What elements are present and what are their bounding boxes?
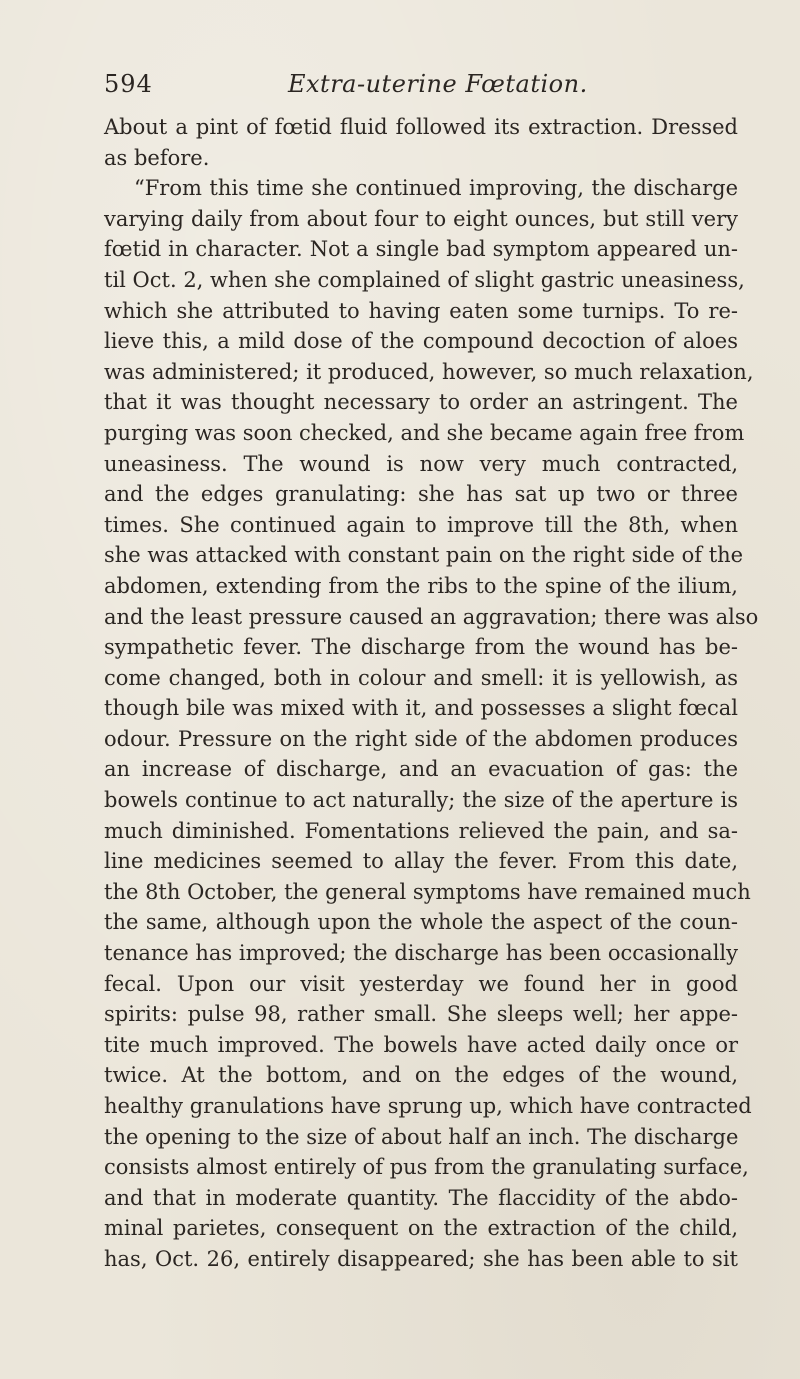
text-line: and the least pressure caused an aggravation; there was also bbox=[104, 604, 759, 629]
text-line: the same, although upon the whole the aspect of the coun- bbox=[104, 910, 738, 935]
text-line: line medicines seemed to allay the fever. From this date, bbox=[104, 849, 738, 874]
text-line: purging was soon checked, and she became again free from bbox=[104, 420, 745, 445]
text-line: odour. Pressure on the right side of the abdomen produces bbox=[104, 726, 738, 751]
text-line: much diminished. Fomentations relieved the pain, and sa- bbox=[104, 818, 738, 843]
body-text bbox=[104, 112, 759, 1275]
running-title: Extra-uterine Fœtation. bbox=[288, 70, 588, 98]
text-line: abdomen, extending from the ribs to the spine of the ilium, bbox=[104, 573, 738, 598]
text-line: an increase of discharge, and an evacuation of gas: the bbox=[104, 757, 738, 782]
text-line: has, Oct. 26, entirely disappeared; she has been able to sit bbox=[104, 1246, 738, 1271]
text-line: uneasiness. The wound is now very much contracted, bbox=[104, 451, 738, 476]
text-line: though bile was mixed with it, and possesses a slight fœcal bbox=[104, 696, 738, 721]
text-line: as before. bbox=[104, 145, 210, 170]
text-line: twice. At the bottom, and on the edges of the wound, bbox=[104, 1063, 738, 1088]
text-line: the opening to the size of about half an inch. The discharge bbox=[104, 1124, 739, 1149]
text-line: “From this time she continued improving, the discharge bbox=[134, 176, 738, 201]
text-line: and that in moderate quantity. The flaccidity of the abdo- bbox=[104, 1185, 738, 1210]
text-line: til Oct. 2, when she complained of slight gastric uneasiness, bbox=[104, 267, 745, 292]
text-line: About a pint of fœtid fluid followed its extraction. Dressed bbox=[104, 115, 738, 139]
text-line: minal parietes, consequent on the extraction of the child, bbox=[104, 1216, 738, 1241]
text-line: tenance has improved; the discharge has been occasionally bbox=[104, 941, 738, 966]
text-line: and the edges granulating: she has sat up two or three bbox=[104, 482, 738, 507]
text-line: tite much improved. The bowels have acted daily once or bbox=[104, 1032, 738, 1057]
text-line: times. She continued again to improve till the 8th, when bbox=[104, 512, 738, 537]
text-line: varying daily from about four to eight ounces, but still very bbox=[104, 206, 738, 231]
text-line: that it was thought necessary to order an astringent. The bbox=[104, 390, 738, 415]
text-line: fœtid in character. Not a single bad symptom appeared un- bbox=[104, 237, 738, 262]
text-line: bowels continue to act naturally; the size of the aperture is bbox=[104, 788, 738, 813]
text-line: spirits: pulse 98, rather small. She sleeps well; her appe- bbox=[104, 1002, 738, 1027]
text-line: was administered; it produced, however, so much relaxation, bbox=[104, 359, 754, 384]
text-line: the 8th October, the general symptoms have remained much bbox=[104, 879, 751, 904]
text-line: fecal. Upon our visit yesterday we found her in good bbox=[104, 971, 738, 996]
text-line: consists almost entirely of pus from the granulating surface, bbox=[104, 1155, 749, 1180]
page-number: 594 bbox=[104, 70, 153, 98]
text-line: she was attacked with constant pain on the right side of the bbox=[104, 543, 744, 568]
text-line: healthy granulations have sprung up, which have contracted bbox=[104, 1094, 752, 1118]
page-header bbox=[104, 70, 744, 106]
text-line: which she attributed to having eaten some turnips. To re- bbox=[104, 298, 738, 323]
text-line: lieve this, a mild dose of the compound decoction of aloes bbox=[104, 329, 738, 354]
text-line: sympathetic fever. The discharge from the wound has be- bbox=[104, 635, 738, 660]
text-line: come changed, both in colour and smell: it is yellowish, as bbox=[104, 665, 738, 690]
